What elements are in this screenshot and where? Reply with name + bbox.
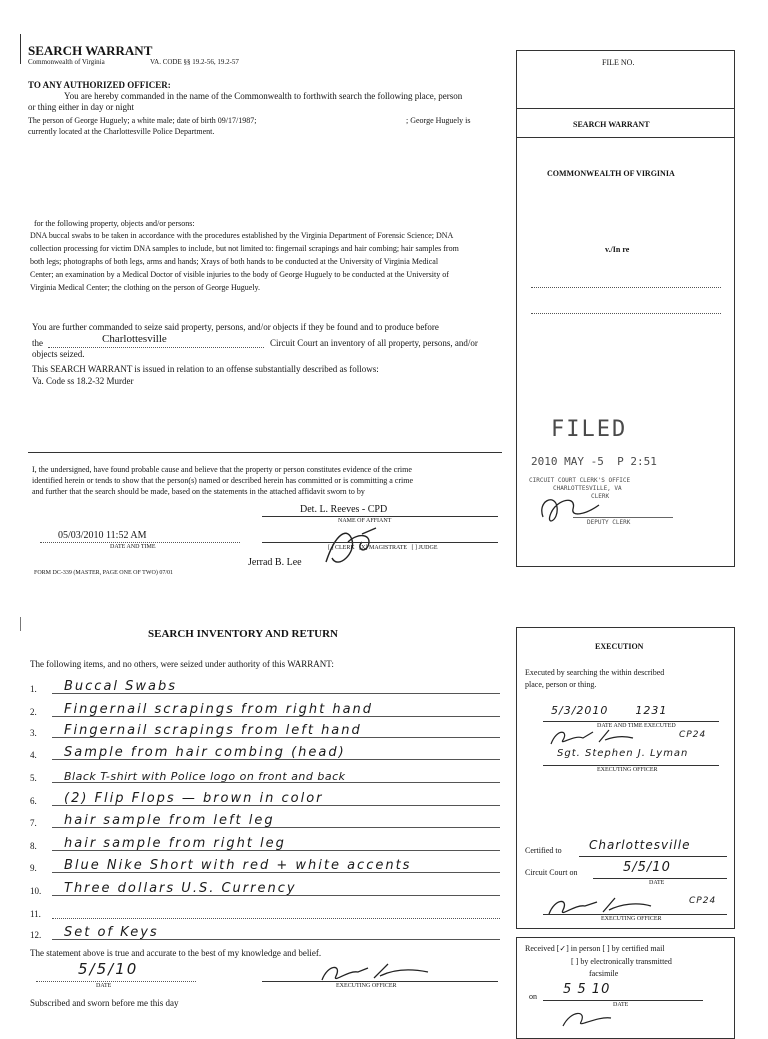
inventory-item xyxy=(30,878,500,898)
property-line: DNA buccal swabs to be taken in accordance with the procedures established by the Virginia Department of Forensic Science; DNA xyxy=(30,231,454,240)
person-line-1: The person of George Huguely; a white male; date of birth 09/17/1987; xyxy=(28,116,257,125)
inventory-item xyxy=(30,833,500,853)
item-number: 6. xyxy=(30,796,37,806)
execution-box xyxy=(516,627,735,929)
received-line-2: [ ] by electronically transmitted xyxy=(571,957,672,966)
item-number: 4. xyxy=(30,750,37,760)
affiant-label: NAME OF AFFIANT xyxy=(338,518,392,524)
certified-to-value: Charlottesville xyxy=(589,838,691,852)
issue-date-line xyxy=(40,542,240,543)
in-re-line-1 xyxy=(531,287,721,288)
item-number: 1. xyxy=(30,684,37,694)
statement-date-label: DATE xyxy=(96,983,112,989)
item-text: Black T-shirt with Police logo on front and back xyxy=(64,770,346,783)
item-text: Blue Nike Short with red + white accents xyxy=(64,858,412,873)
property-line: both legs; photographs of both legs, arms and hands; Xrays of both hands to be conducted at the University of Virginia Medical xyxy=(30,257,439,266)
to-officer: TO ANY AUTHORIZED OFFICER: xyxy=(28,80,171,90)
item-text: Set of Keys xyxy=(64,925,159,940)
court-date-label: DATE xyxy=(649,880,665,886)
seize-line-2b: Circuit Court an inventory of all property, persons, and/or xyxy=(270,338,478,348)
property-intro: for the following property, objects and/or persons: xyxy=(34,219,195,228)
exec-officer-code-2: CP24 xyxy=(689,896,717,906)
item-line xyxy=(52,918,500,919)
item-text: (2) Flip Flops — brown in color xyxy=(64,791,324,806)
court-name-value: Charlottesville xyxy=(102,333,167,345)
item-text: Three dollars U.S. Currency xyxy=(64,881,297,896)
receiver-signature xyxy=(557,1008,617,1028)
va-code: VA. CODE §§ 19.2-56, 19.2-57 xyxy=(150,58,239,66)
item-number: 8. xyxy=(30,841,37,851)
statement-officer-label: EXECUTING OFFICER xyxy=(336,983,397,989)
probable-line: identified herein or tends to show that the person(s) named or described herein has committed or is committing a crime xyxy=(32,476,414,485)
executed-date-time: 5/3/2010 1231 xyxy=(551,704,668,717)
offense-line-1: This SEARCH WARRANT is issued in relation to an offense substantially described as follows: xyxy=(32,364,379,374)
probable-line: I, the undersigned, have found probable cause and believe that the property or person constitutes evidence of the crime xyxy=(32,465,412,474)
exec-officer-code: CP24 xyxy=(679,730,707,740)
exec-officer-label: EXECUTING OFFICER xyxy=(597,767,658,773)
inventory-item xyxy=(30,810,500,830)
magistrate-line xyxy=(262,542,498,543)
item-text: Sample from hair combing (head) xyxy=(64,745,346,760)
item-number: 5. xyxy=(30,773,37,783)
in-re-label: v./In re xyxy=(605,245,630,254)
property-line: Center; an examination by a Medical Doctor of visible injuries to the body of George Huguely to be conducted at the University of xyxy=(30,270,449,279)
certified-to-line xyxy=(579,856,727,857)
left-margin-mark xyxy=(20,34,21,64)
exec-officer-name: Sgt. Stephen J. Lyman xyxy=(557,748,689,759)
command-line-2: or thing either in day or night xyxy=(28,102,134,112)
form-number: FORM DC-339 (MASTER, PAGE ONE OF TWO) 07/01 xyxy=(34,570,174,576)
seize-the: the xyxy=(32,338,43,348)
inventory-item xyxy=(30,922,500,942)
file-no-label: FILE NO. xyxy=(602,58,635,67)
clerk-options: [ ] CLERK [X] MAGISTRATE [ ] JUDGE xyxy=(328,545,438,551)
seize-line-1: You are further commanded to seize said property, persons, and/or objects if they be found and to produce before xyxy=(32,322,439,332)
inventory-item xyxy=(30,699,500,719)
seize-line-3: objects seized. xyxy=(32,349,85,359)
exec-officer-label-2: EXECUTING OFFICER xyxy=(601,916,662,922)
deputy-line xyxy=(573,517,673,518)
filed-stamp-clerk: CLERK xyxy=(591,493,610,500)
affiant-line xyxy=(262,516,498,517)
executed-line-1: Executed by searching the within described xyxy=(525,668,665,677)
filed-stamp-city: CHARLOTTESVILLE, VA xyxy=(553,485,622,492)
file-title-divider xyxy=(517,137,734,138)
true-statement: The statement above is true and accurate to the best of my knowledge and belief. xyxy=(30,948,322,958)
judge-name: Jerrad B. Lee xyxy=(248,557,302,568)
commonwealth-label: Commonwealth of Virginia xyxy=(28,58,105,66)
on-label: on xyxy=(529,992,537,1001)
in-re-line-2 xyxy=(531,313,721,314)
item-number: 2. xyxy=(30,707,37,717)
exec-officer-line xyxy=(543,765,719,766)
circuit-court-on: Circuit Court on xyxy=(525,868,578,877)
inventory-item xyxy=(30,676,500,696)
subscribed-line: Subscribed and sworn before me this day xyxy=(30,998,179,1008)
on-date-label: DATE xyxy=(613,1002,629,1008)
court-date-value: 5/5/10 xyxy=(623,860,671,875)
on-date-line xyxy=(543,1000,703,1001)
warrant-title: SEARCH WARRANT xyxy=(28,43,153,58)
item-number: 7. xyxy=(30,818,37,828)
file-box xyxy=(516,50,735,567)
item-number: 9. xyxy=(30,863,37,873)
item-number: 3. xyxy=(30,728,37,738)
certified-to-label: Certified to xyxy=(525,846,562,855)
filed-stamp-office: CIRCUIT COURT CLERK'S OFFICE xyxy=(529,477,631,484)
command-line-1: You are hereby commanded in the name of the Commonwealth to forthwith search the following place, person xyxy=(64,91,463,101)
exec-officer-line-2 xyxy=(543,914,727,915)
inventory-item xyxy=(30,855,500,875)
filed-stamp-word: FILED xyxy=(551,417,628,442)
executed-date-label: DATE AND TIME EXECUTED xyxy=(597,723,676,729)
statement-date-line xyxy=(36,981,196,982)
property-line: collection processing for victim DNA samples to include, but not limited to: fingernail scrapings and hair combing; hair samples from xyxy=(30,244,459,253)
property-line: Virginia Medical Center; the clothing on the person of George Huguely. xyxy=(30,283,260,292)
received-line-1: Received [✓] in person [ ] by certified mail xyxy=(525,944,665,953)
person-line-2: currently located at the Charlottesville Police Department. xyxy=(28,127,215,136)
received-line-3: facsimile xyxy=(589,969,619,978)
item-text: hair sample from right leg xyxy=(64,836,286,851)
item-number: 12. xyxy=(30,930,42,940)
item-text: Fingernail scrapings from left hand xyxy=(64,723,362,738)
exec-officer-signature xyxy=(547,726,637,750)
executed-date-line xyxy=(543,721,719,722)
section-divider xyxy=(28,452,502,453)
court-name-line xyxy=(48,347,264,348)
inventory-item xyxy=(30,765,500,785)
person-line-1b: ; George Huguely is xyxy=(406,116,471,125)
probable-line: and further that the search should be made, based on the statements in the attached affidavit sworn to by xyxy=(32,487,365,496)
item-number: 11. xyxy=(30,909,41,919)
court-date-line xyxy=(593,878,727,879)
executed-line-2: place, person or thing. xyxy=(525,680,597,689)
issue-date-label: DATE AND TIME xyxy=(110,544,156,550)
on-date-value: 5 5 10 xyxy=(563,982,611,997)
statement-officer-line xyxy=(262,981,498,982)
statement-date: 5/5/10 xyxy=(78,960,139,978)
slash-mark xyxy=(20,617,23,631)
offense-line-2: Va. Code ss 18.2-32 Murder xyxy=(32,376,134,386)
inventory-item xyxy=(30,742,500,762)
inventory-intro: The following items, and no others, were seized under authority of this WARRANT: xyxy=(30,659,334,669)
affiant-name: Det. L. Reeves - CPD xyxy=(300,504,388,515)
filed-stamp-deputy: DEPUTY CLERK xyxy=(587,519,631,526)
issue-date-time: 05/03/2010 11:52 AM xyxy=(58,530,147,541)
file-box-commonwealth: COMMONWEALTH OF VIRGINIA xyxy=(547,169,675,178)
file-box-title: SEARCH WARRANT xyxy=(573,120,650,129)
item-number: 10. xyxy=(30,886,42,896)
inventory-item xyxy=(30,901,500,921)
inventory-title: SEARCH INVENTORY AND RETURN xyxy=(148,628,339,640)
item-text: Buccal Swabs xyxy=(64,679,178,694)
execution-title: EXECUTION xyxy=(595,642,644,651)
item-text: Fingernail scrapings from right hand xyxy=(64,702,374,717)
file-no-divider xyxy=(517,108,734,109)
inventory-item xyxy=(30,720,500,740)
item-text: hair sample from left leg xyxy=(64,813,275,828)
filed-stamp-date: 2010 MAY -5 P 2:51 xyxy=(531,455,657,468)
inventory-item xyxy=(30,788,500,808)
